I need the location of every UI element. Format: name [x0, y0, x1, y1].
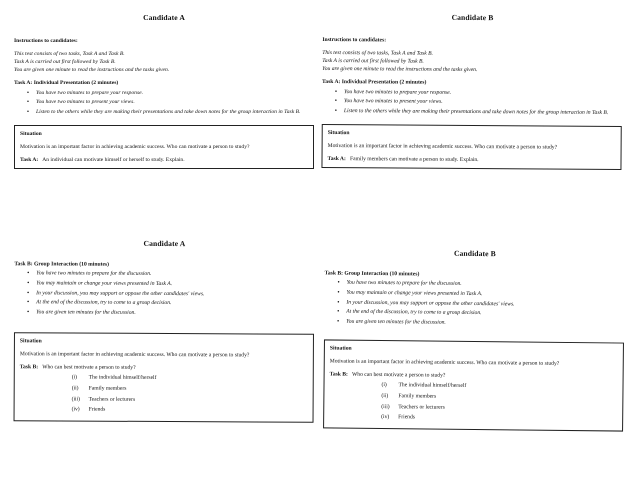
bullet-item: • You have two minutes to prepare your response. — [36, 89, 314, 97]
situation-box — [14, 332, 314, 423]
page-candidate-b-task-b — [323, 246, 625, 431]
option-text: The individual himself/herself — [88, 374, 157, 382]
page-candidate-b-task-a — [321, 11, 622, 170]
task-prompt — [20, 363, 308, 373]
task-label: Task B: — [19, 364, 39, 371]
task-prompt — [330, 371, 618, 382]
task-heading: Task A: Individual Presentation (2 minutes) — [322, 79, 427, 87]
task-label: Task A: — [327, 156, 346, 163]
instruction-line: You are given one minute to read the instructions and the tasks given. — [322, 66, 478, 74]
bullet-item: • At the end of the discussion, try to come to a group decision. — [36, 299, 314, 309]
page-title: Candidate A — [143, 238, 186, 249]
situation-text: Motivation is an important factor in achieving academic success. Who can motivate a person to study? — [329, 358, 560, 368]
page-title: Candidate A — [143, 13, 185, 22]
instructions-heading: Instructions to candidates: — [322, 36, 387, 44]
instruction-line: This test consists of two tasks, Task A and Task B. — [322, 50, 433, 57]
task-label: Task A: — [20, 157, 39, 164]
page-title: Candidate B — [451, 12, 494, 23]
options-list — [381, 381, 617, 424]
option-item — [72, 374, 308, 383]
situation-label: Situation — [20, 131, 42, 138]
situation-text: Motivation is an important factor in achieving academic success. Who can motivate a person to study? — [20, 144, 250, 151]
task-prompt — [20, 156, 308, 164]
situation-label: Situation — [19, 338, 42, 345]
option-item — [72, 385, 308, 394]
task-prompt — [327, 155, 615, 165]
bullet-item: • At the end of the discussion, try to come to a group decision. — [346, 308, 624, 319]
bullet-item: • Listen to the others while they are making their presentations and take down notes for the group interaction in Task B. — [36, 108, 314, 116]
situation-text: Motivation is an important factor in achieving academic success. Who can motivate a person to study? — [19, 351, 250, 359]
instruction-line: This test consists of two tasks, Task A and Task B. — [14, 51, 125, 58]
bullet-item: • In your discussion, you may support or oppose the other candidates' views. — [36, 289, 314, 299]
bullet-item: • You have two minutes to prepare your response. — [344, 88, 622, 98]
task-text: Who can best motivate a person to study? — [42, 364, 136, 372]
bullet-list — [14, 89, 314, 117]
task-heading: Task A: Individual Presentation (2 minutes) — [14, 80, 119, 87]
instruction-line: Task A is carried out first followed by Task B. — [14, 59, 116, 66]
option-number: (i) — [381, 382, 387, 389]
option-number: (ii) — [381, 393, 389, 400]
task-heading: Task B: Group Interaction (10 minutes) — [324, 270, 420, 278]
situation-label: Situation — [329, 345, 352, 352]
option-number: (ii) — [71, 385, 79, 392]
task-label: Task B: — [329, 371, 348, 378]
options-list — [72, 374, 308, 415]
option-text: Family members — [398, 393, 437, 400]
option-item — [381, 392, 617, 403]
bullet-list — [324, 279, 624, 329]
option-number: (i) — [71, 374, 78, 381]
instruction-line: You are given one minute to read the instructions and the tasks given. — [14, 67, 170, 74]
bullet-item: • You are given ten minutes for the discussion. — [346, 318, 624, 329]
option-number: (iii) — [381, 403, 390, 410]
bullet-item: • In your discussion, you may support or oppose the other candidates' views. — [346, 298, 624, 309]
page-candidate-a-task-b — [14, 237, 315, 423]
option-text: Friends — [398, 414, 415, 421]
situation-label: Situation — [327, 130, 350, 137]
option-item — [381, 403, 617, 414]
option-number: (iv) — [71, 406, 80, 414]
task-text: Family members can motivate a person to study. Explain. — [349, 156, 479, 164]
bullet-item: • You have two minutes to prepare for the discussion. — [36, 269, 314, 279]
page-candidate-a-task-a — [14, 12, 314, 169]
option-text: Family members — [88, 385, 127, 392]
situation-text: Motivation is an important factor in achieving academic success. Who can motivate a person to study? — [327, 143, 558, 151]
bullet-item: • Listen to the others while they are making their presentations and take down notes for the group interaction in Task B. — [344, 107, 622, 117]
situation-box — [321, 124, 621, 170]
instruction-line: Task A is carried out first followed by Task B. — [322, 58, 424, 65]
option-item — [72, 395, 308, 404]
option-text: Friends — [88, 407, 106, 414]
bullet-item: • You have two minutes to prepare for the discussion. — [347, 279, 625, 290]
option-item — [381, 414, 617, 425]
option-number: (iii) — [71, 396, 81, 403]
instructions-heading: Instructions to candidates: — [14, 38, 78, 44]
option-text: The individual himself/herself — [398, 382, 467, 390]
bullet-item: • You may maintain or change your views presented in Task A. — [346, 288, 624, 299]
bullet-item: • You have two minutes to present your views. — [36, 98, 314, 106]
option-item — [72, 406, 308, 415]
option-text: Teachers or lecturers — [398, 403, 445, 411]
situation-box — [14, 125, 314, 169]
task-text: An individual can motivate himself or herself to study. Explain. — [42, 157, 185, 164]
option-text: Teachers or lecturers — [88, 396, 136, 403]
option-item — [381, 381, 617, 392]
page-title: Candidate B — [453, 248, 496, 259]
bullet-list — [14, 269, 314, 317]
bullet-item: • You have two minutes to present your views. — [344, 97, 622, 107]
bullet-item: • You are given ten minutes for the discussion. — [36, 308, 314, 318]
bullet-item: • You may maintain or change your views presented in Task A. — [36, 279, 314, 289]
situation-box — [323, 339, 624, 431]
task-text: Who can best motivate a person to study? — [351, 371, 446, 379]
task-heading: Task B: Group Interaction (10 minutes) — [14, 261, 109, 268]
option-number: (iv) — [381, 414, 390, 421]
bullet-list — [322, 87, 622, 117]
